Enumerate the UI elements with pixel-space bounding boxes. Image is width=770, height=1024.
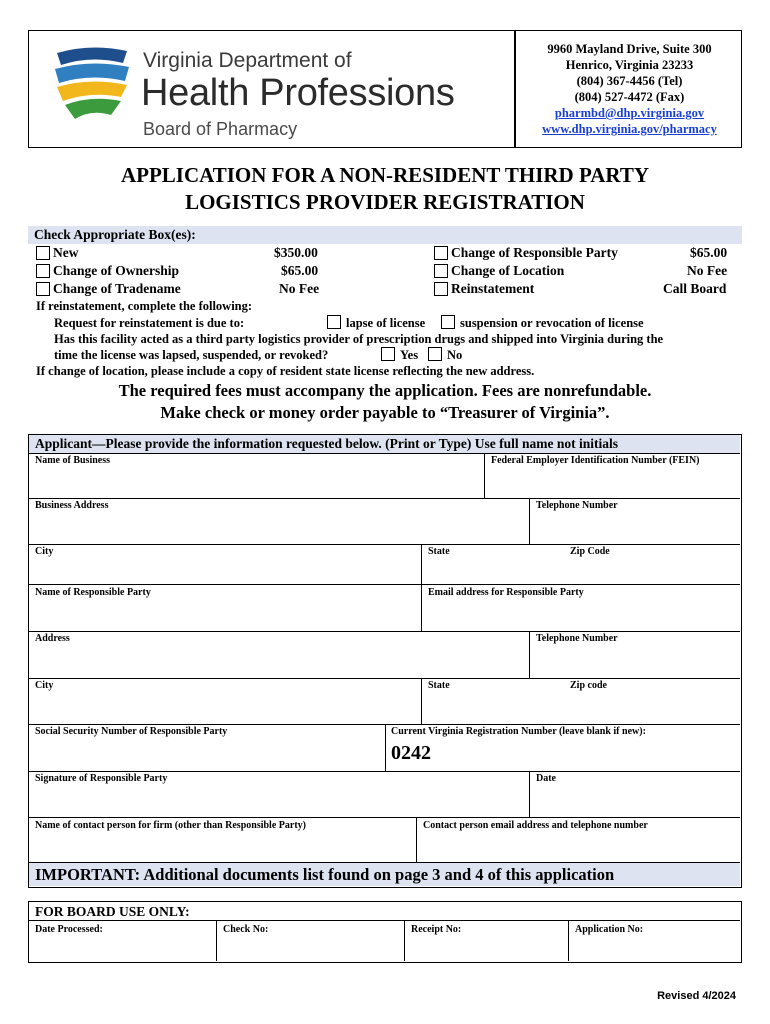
yes-label: Yes — [400, 348, 419, 362]
telephone: (804) 367-4456 (Tel) — [576, 74, 683, 88]
checkbox-change-tradename[interactable] — [36, 282, 50, 296]
checkbox-no[interactable] — [428, 347, 442, 361]
dhp-logo — [51, 41, 521, 141]
field-signature[interactable]: Signature of Responsible Party — [35, 773, 168, 784]
third-party-question-line-2: time the license was lapsed, suspended, or revoked? — [54, 348, 329, 362]
reinstatement-intro: If reinstatement, complete the following: — [36, 299, 253, 313]
field-reg-num-label: Current Virginia Registration Number (leave blank if new): — [391, 726, 646, 737]
field-business-name[interactable]: Name of Business — [35, 455, 111, 466]
row-line — [29, 920, 740, 921]
col-line — [416, 817, 417, 862]
field-telephone-1[interactable]: Telephone Number — [536, 500, 618, 511]
field-zip-2[interactable]: Zip code — [570, 680, 607, 691]
field-date[interactable]: Date — [536, 773, 556, 784]
option-new-fee: $350.00 — [274, 245, 318, 260]
reason-suspension-label: suspension or revocation of license — [460, 316, 644, 330]
row-line — [29, 544, 740, 545]
applicant-form — [28, 434, 742, 888]
col-line — [216, 920, 217, 961]
dhp-swoosh-icon — [51, 45, 137, 125]
no-label: No — [447, 348, 463, 362]
field-city-2[interactable]: City — [35, 680, 54, 691]
row-line — [29, 678, 740, 679]
checkbox-suspension[interactable] — [441, 315, 455, 329]
field-address-2[interactable]: Address — [35, 633, 70, 644]
col-line — [568, 920, 569, 961]
option-reinstatement-label: Reinstatement — [451, 281, 535, 296]
logo-line-department: Virginia Department of — [143, 49, 352, 72]
field-state-1[interactable]: State — [428, 546, 450, 557]
col-line — [421, 544, 422, 584]
row-line — [29, 498, 740, 499]
logo-line-health-professions: Health Professions — [141, 72, 455, 114]
address-line-1: 9960 Mayland Drive, Suite 300 — [547, 42, 712, 56]
title-line-2: LOGISTICS PROVIDER REGISTRATION — [185, 190, 585, 214]
revision-date: Revised 4/2024 — [657, 990, 736, 1002]
col-line — [404, 920, 405, 961]
applicant-header: Applicant—Please provide the information requested below. (Print or Type) Use full name not initials — [29, 435, 740, 453]
website-link[interactable]: www.dhp.virginia.gov/pharmacy — [542, 122, 717, 136]
page-title — [0, 162, 770, 216]
fax: (804) 527-4472 (Fax) — [574, 90, 685, 104]
checkbox-change-location[interactable] — [434, 264, 448, 278]
field-reg-num-value[interactable]: 0242 — [391, 742, 431, 764]
letterhead — [28, 30, 742, 148]
option-change-tradename-fee: No Fee — [279, 281, 320, 296]
fees-note-line-2: Make check or money order payable to “Treasurer of Virginia”. — [160, 403, 610, 422]
board-check-no: Check No: — [223, 924, 269, 935]
location-note: If change of location, please include a copy of resident state license reflecting the new address. — [36, 364, 535, 378]
option-change-responsible-label: Change of Responsible Party — [451, 245, 618, 260]
board-application-no: Application No: — [575, 924, 644, 935]
email-link[interactable]: pharmbd@dhp.virginia.gov — [554, 106, 705, 120]
checkbox-change-ownership[interactable] — [36, 264, 50, 278]
important-note: IMPORTANT: Additional documents list found on page 3 and 4 of this application — [29, 863, 740, 886]
col-line — [529, 771, 530, 817]
contact-block — [516, 41, 743, 137]
reinstatement-reason-label: Request for reinstatement is due to: — [54, 316, 245, 330]
option-new-label: New — [53, 245, 79, 260]
option-change-location-label: Change of Location — [451, 263, 565, 278]
checkbox-new[interactable] — [36, 246, 50, 260]
field-responsible-name[interactable]: Name of Responsible Party — [35, 587, 151, 598]
field-state-2[interactable]: State — [428, 680, 450, 691]
checkbox-reinstatement[interactable] — [434, 282, 448, 296]
field-zip-1[interactable]: Zip Code — [570, 546, 610, 557]
option-change-tradename-label: Change of Tradename — [53, 281, 181, 296]
title-line-1: APPLICATION FOR A NON-RESIDENT THIRD PARTY — [120, 163, 650, 187]
checkbox-yes[interactable] — [381, 347, 395, 361]
board-use-header: FOR BOARD USE ONLY: — [35, 904, 190, 919]
col-line — [529, 631, 530, 678]
option-change-ownership-fee: $65.00 — [281, 263, 319, 278]
checkbox-lapse[interactable] — [327, 315, 341, 329]
field-responsible-email[interactable]: Email address for Responsible Party — [428, 587, 584, 598]
col-line — [385, 724, 386, 771]
field-ssn[interactable]: Social Security Number of Responsible Party — [35, 726, 228, 737]
check-heading: Check Appropriate Box(es): — [34, 227, 196, 242]
field-contact-name[interactable]: Name of contact person for firm (other than Responsible Party) — [35, 820, 306, 831]
third-party-question-line-1: Has this facility acted as a third party logistics provider of prescription drugs and shipped into Virginia during the — [54, 332, 664, 346]
field-city-1[interactable]: City — [35, 546, 54, 557]
col-line — [421, 678, 422, 724]
col-line — [421, 584, 422, 631]
field-telephone-2[interactable]: Telephone Number — [536, 633, 618, 644]
field-fein[interactable]: Federal Employer Identification Number (FEIN) — [491, 455, 700, 466]
board-date-processed: Date Processed: — [35, 924, 103, 935]
option-change-location-fee: No Fee — [687, 263, 728, 278]
row-line — [29, 584, 740, 585]
option-reinstatement-fee: Call Board — [663, 281, 727, 296]
option-change-responsible-fee: $65.00 — [690, 245, 728, 260]
col-line — [484, 453, 485, 498]
col-line — [529, 498, 530, 544]
board-use-box — [28, 901, 742, 963]
address-line-2: Henrico, Virginia 23233 — [565, 58, 694, 72]
row-line — [29, 817, 740, 818]
fees-note-line-1: The required fees must accompany the application. Fees are nonrefundable. — [118, 381, 652, 400]
logo-line-board: Board of Pharmacy — [143, 119, 298, 139]
field-business-address[interactable]: Business Address — [35, 500, 109, 511]
field-contact-email[interactable]: Contact person email address and telephone number — [423, 820, 648, 831]
checkbox-change-responsible-party[interactable] — [434, 246, 448, 260]
row-line — [29, 631, 740, 632]
reason-lapse-label: lapse of license — [346, 316, 426, 330]
board-receipt-no: Receipt No: — [411, 924, 462, 935]
option-change-ownership-label: Change of Ownership — [53, 263, 180, 278]
